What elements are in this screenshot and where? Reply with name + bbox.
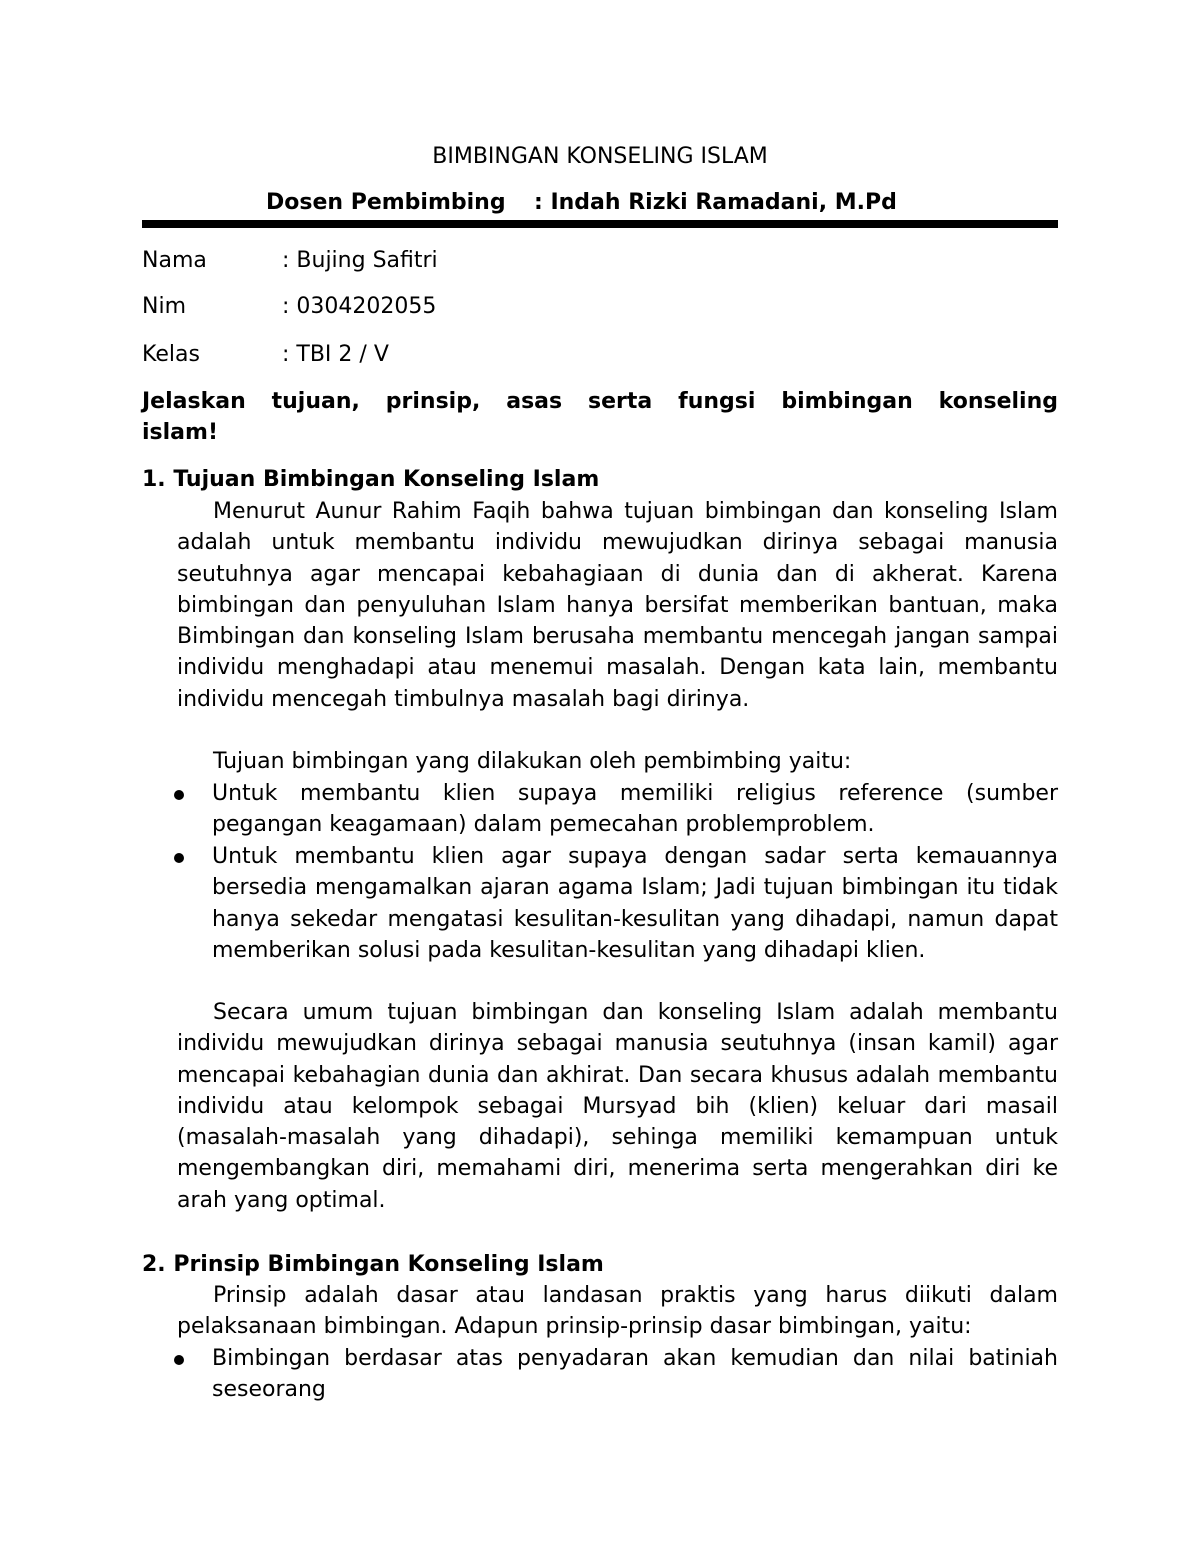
question-text (142, 386, 1058, 448)
bullet-text: Bimbingan berdasar atas penyadaran akan kemudian dan nilai batiniah seseorang (212, 1346, 1058, 1403)
bullet-text: Untuk membantu klien supaya memiliki religius reference (sumber pegangan keagamaan) dalam pemecahan problemproblem. (212, 781, 1058, 838)
header-divider (142, 220, 1058, 228)
section-heading-tujuan: 1. Tujuan Bimbingan Konseling Islam (142, 467, 600, 492)
paragraph-text: Secara umum tujuan bimbingan dan konseling Islam adalah membantu individu mewujudkan dirinya sebagai manusia seutuhnya (insan kamil) agar mencapai kebahagian dunia dan akhirat. Dan secara khusus adalah membantu individu atau kelompok sebagai Mursyad bih (klien) keluar dari masail (masalah-masalah yang dihadapi), sehinga memiliki kemampuan untuk mengembangkan diri, memahami diri, menerima serta mengerahkan diri ke arah yang optimal. (177, 1000, 1058, 1213)
section1-paragraph-2 (177, 746, 1058, 777)
identity-key: Nim (142, 294, 186, 319)
identity-row-kelas (142, 340, 389, 370)
identity-row-nama (142, 246, 438, 276)
bullet-dot (174, 1355, 184, 1365)
bullet-dot (174, 853, 184, 863)
section1-bullet-1 (212, 778, 1058, 841)
section-heading-prinsip: 2. Prinsip Bimbingan Konseling Islam (142, 1252, 604, 1277)
section2-bullet-1 (212, 1343, 1058, 1406)
dosen-line (266, 188, 897, 218)
identity-value: : Bujing Safitri (282, 248, 438, 273)
section2-paragraph-1 (177, 1280, 1058, 1343)
dosen-value: : Indah Rizki Ramadani, M.Pd (534, 190, 897, 215)
identity-row-nim (142, 292, 436, 322)
paragraph-text: Menurut Aunur Rahim Faqih bahwa tujuan bimbingan dan konseling Islam adalah untuk membantu individu mewujudkan dirinya sebagai manusia seutuhnya agar mencapai kebahagiaan di dunia dan di akherat. Karena bimbingan dan penyuluhan Islam hanya bersifat memberikan bantuan, maka Bimbingan dan konseling Islam berusaha membantu mencegah jangan sampai individu menghadapi atau menemui masalah. Dengan kata lain, membantu individu mencegah timbulnya masalah bagi dirinya. (177, 499, 1058, 712)
identity-key: Nama (142, 248, 207, 273)
paragraph-text: Tujuan bimbingan yang dilakukan oleh pembimbing yaitu: (213, 749, 852, 774)
paragraph-text: Prinsip adalah dasar atau landasan praktis yang harus diikuti dalam pelaksanaan bimbingan. Adapun prinsip-prinsip dasar bimbingan, yaitu: (177, 1283, 1058, 1340)
bullet-text: Untuk membantu klien agar supaya dengan sadar serta kemauannya bersedia mengamalkan ajaran agama Islam; Jadi tujuan bimbingan itu tidak hanya sekedar mengatasi kesulitan-kesulitan yang dihadapi, namun dapat memberikan solusi pada kesulitan-kesulitan yang dihadapi klien. (212, 844, 1058, 963)
identity-value: : TBI 2 / V (282, 342, 389, 367)
dosen-label: Dosen Pembimbing (266, 190, 506, 215)
identity-key: Kelas (142, 342, 200, 367)
question-line: Jelaskan tujuan, prinsip, asas serta fungsi bimbingan konseling (142, 389, 1058, 414)
question-line: islam! (142, 420, 218, 445)
document-title: BIMBINGAN KONSELING ISLAM (432, 144, 768, 169)
section1-paragraph-3 (177, 997, 1058, 1216)
bullet-dot (174, 790, 184, 800)
identity-value: : 0304202055 (282, 294, 437, 319)
section1-paragraph-1 (177, 496, 1058, 715)
section1-bullet-2 (212, 841, 1058, 966)
